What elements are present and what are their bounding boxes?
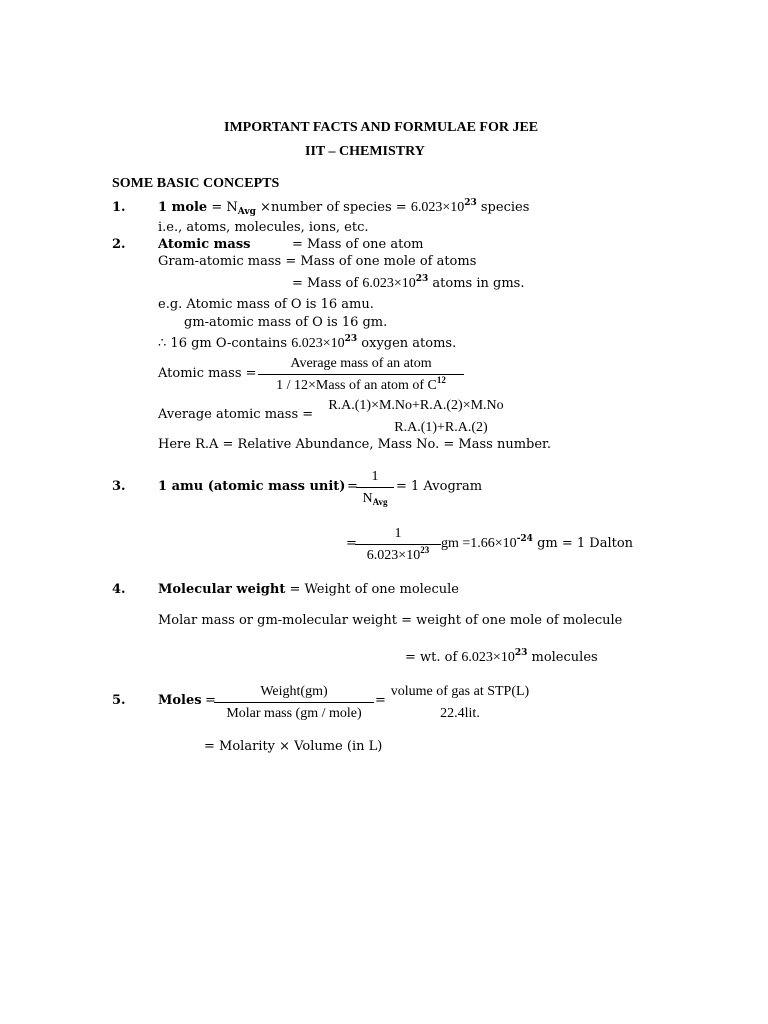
item5-frac2-num: volume of gas at STP(L) <box>390 684 530 699</box>
fraction-bar <box>258 374 464 375</box>
item2-gram-value: 6.023×10 <box>362 276 416 291</box>
item2-eg3-value: 6.023×10 <box>291 336 345 351</box>
avg-atomic-mass-fraction <box>318 399 514 435</box>
item3-frac2-num: 1 <box>394 526 402 541</box>
item3-eq2: = <box>346 536 357 551</box>
item3-number: 3. <box>112 479 126 494</box>
item4-line1 <box>158 583 459 596</box>
item5-frac1-num: Weight(gm) <box>260 684 328 699</box>
item4-wt-post: molecules <box>531 650 598 665</box>
item3-frac2-den: $6.023\times 10^{23}$ <box>366 545 430 563</box>
item2-number: 2. <box>112 237 126 252</box>
item5-fraction1 <box>214 685 374 721</box>
item5-number: 5. <box>112 693 126 708</box>
avg-atomic-mass-numerator: R.A.(1)×M.No+R.A.(2)×M.No <box>328 398 504 413</box>
fraction-bar <box>214 702 374 703</box>
item2-eg3-pre: 16 gm O-contains <box>170 336 288 351</box>
item5-eq2: = <box>375 693 386 708</box>
atomic-mass-label: Atomic mass = <box>158 366 257 381</box>
item1-eq: = N <box>211 200 238 215</box>
item4-wt-value: 6.023×10 <box>461 650 515 665</box>
item3-term: 1 amu (atomic mass unit) <box>158 479 346 494</box>
item4-molar-line: Molar mass or gm-molecular weight = weight of one mole of molecule <box>158 613 623 628</box>
item4-wt-line <box>405 648 598 665</box>
item3-fraction1 <box>356 470 394 506</box>
item5-frac1-den: Molar mass (gm / mole) <box>226 706 362 721</box>
atomic-mass-fraction <box>258 357 464 393</box>
item3-frac1-den-sub: Avg <box>372 497 388 507</box>
item5-eq: = <box>205 693 216 708</box>
page-title: IMPORTANT FACTS AND FORMULAE FOR JEE <box>224 120 539 135</box>
item2-eg3 <box>158 334 457 351</box>
item4-wt-exp: 23 <box>514 648 528 658</box>
item2-gram-pre: = Mass of <box>292 276 359 291</box>
item1-term: 1 mole <box>158 200 208 215</box>
avg-atomic-mass-label: Average atomic mass = <box>158 407 314 422</box>
item2-eg3-post: oxygen atoms. <box>361 336 457 351</box>
atomic-mass-denominator: 1 / 12×Mass of an atom of $C^{12}$ <box>276 375 446 393</box>
avg-atomic-mass-denominator: R.A.(1)+R.A.(2) <box>394 420 488 435</box>
item2-term: Atomic mass <box>158 237 251 252</box>
therefore-symbol: ∴ <box>158 336 167 351</box>
item3-result2-exp: -24 <box>516 534 533 544</box>
item2-note: Here R.A = Relative Abundance, Mass No. = Mass number. <box>158 437 551 452</box>
atomic-mass-numerator: Average mass of an atom <box>290 356 432 371</box>
item2-def: = Mass of one atom <box>292 237 424 252</box>
item1-exp: 23 <box>464 198 477 208</box>
item4-number: 4. <box>112 582 126 597</box>
item4-wt-pre: = wt. of <box>405 650 458 665</box>
item1-unit: species <box>480 200 530 215</box>
page-subtitle: IIT – CHEMISTRY <box>305 144 425 159</box>
item3-frac2-den-exp: 23 <box>420 545 430 555</box>
item3-eq: = <box>347 479 358 494</box>
item1-sub: Avg <box>237 207 256 217</box>
item5-term: Moles <box>158 693 202 708</box>
item3-result2-post: gm = 1 Dalton <box>537 536 634 551</box>
item1-line2: i.e., atoms, molecules, ions, etc. <box>158 220 369 235</box>
fraction-bar <box>356 487 394 488</box>
item3-frac1-den: $N_{Avg}$ <box>362 491 388 507</box>
item1-value: 6.023×10 <box>410 200 465 215</box>
item3-result1: = 1 Avogram <box>396 479 483 494</box>
item4-term: Molecular weight <box>158 582 286 597</box>
item2-gram-line: Gram-atomic mass = Mass of one mole of atoms <box>158 254 477 269</box>
fraction-bar <box>318 416 514 417</box>
fraction-bar <box>385 702 535 703</box>
item1-number: 1. <box>112 200 126 215</box>
item2-gram-line2 <box>292 274 525 291</box>
item4-def: = Weight of one molecule <box>289 582 460 597</box>
item5-frac2-den: 22.4lit. <box>440 706 480 721</box>
item2-eg1: e.g. Atomic mass of O is 16 amu. <box>158 297 374 312</box>
item3-result2-pre: gm =1.66×10 <box>441 536 517 551</box>
item3-frac1-num: 1 <box>371 469 379 484</box>
atomic-mass-den-exp: 12 <box>436 375 446 385</box>
item1-times: ×number of species = <box>260 200 407 215</box>
item2-eg3-exp: 23 <box>344 334 358 344</box>
item1-line1 <box>158 198 530 217</box>
item3-result2 <box>441 534 634 551</box>
item5-fraction2 <box>385 685 535 721</box>
item2-eg2: gm-atomic mass of O is 16 gm. <box>184 315 388 330</box>
item2-gram-post: atoms in gms. <box>432 276 525 291</box>
item5-molarity: = Molarity × Volume (in L) <box>204 739 383 754</box>
item3-fraction2 <box>355 527 441 563</box>
item2-gram-exp: 23 <box>415 274 429 284</box>
section-heading: SOME BASIC CONCEPTS <box>112 176 280 191</box>
